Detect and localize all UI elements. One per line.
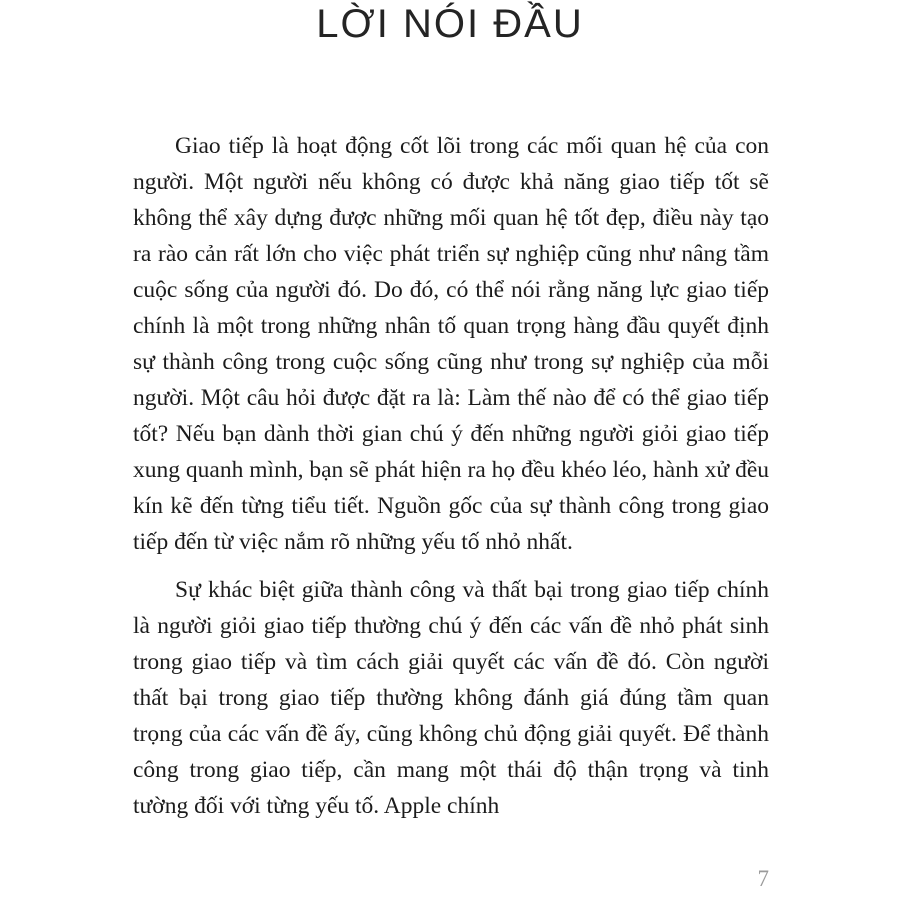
page-footer: [133, 866, 769, 892]
paragraph-2: Sự khác biệt giữa thành công và thất bại trong giao tiếp chính là người giỏi giao tiếp thường chú ý đến các vấn đề nhỏ phát sinh trong giao tiếp và tìm cách giải quyết các vấn đề đó. Còn người thất bại trong giao tiếp thường không đánh giá đúng tầm quan trọng của các vấn đề ấy, cũng không chủ động giải quyết. Để thành công trong giao tiếp, cần mang một thái độ thận trọng và tinh tường đối với từng yếu tố. Apple chính: [133, 577, 769, 819]
page-number: 7: [757, 866, 769, 891]
paragraph-1: Giao tiếp là hoạt động cốt lõi trong các mối quan hệ của con người. Một người nếu không có được khả năng giao tiếp tốt sẽ không thể xây dựng được những mối quan hệ tốt đẹp, điều này tạo ra rào cản rất lớn cho việc phát triển sự nghiệp cũng như nâng tầm cuộc sống của người đó. Do đó, có thể nói rằng năng lực giao tiếp chính là một trong những nhân tố quan trọng hàng đầu quyết định sự thành công trong cuộc sống cũng như trong sự nghiệp của mỗi người. Một câu hỏi được đặt ra là: Làm thế nào để có thể giao tiếp tốt? Nếu bạn dành thời gian chú ý đến những người giỏi giao tiếp xung quanh mình, bạn sẽ phát hiện ra họ đều khéo léo, hành xử đều kín kẽ đến từng tiểu tiết. Nguồn gốc của sự thành công trong giao tiếp đến từ việc nắm rõ những yếu tố nhỏ nhất.: [133, 133, 769, 555]
body-text: [133, 128, 769, 836]
chapter-title: LỜI NÓI ĐẦU: [316, 2, 584, 46]
